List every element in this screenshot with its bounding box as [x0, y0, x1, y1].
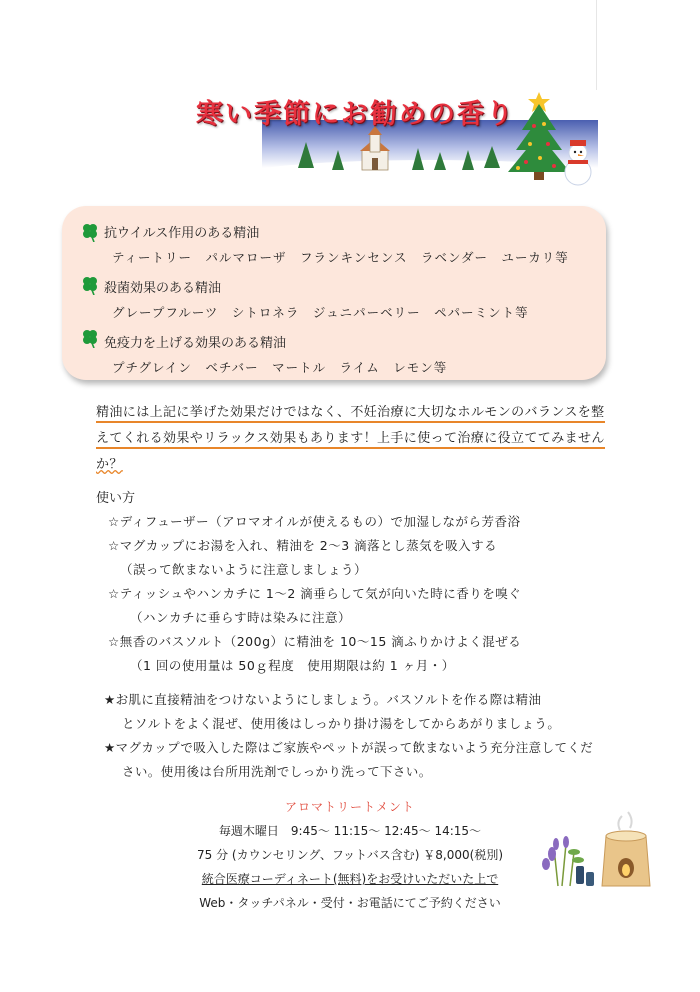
usage-heading: 使い方: [96, 491, 136, 506]
treatment-price: 75 分 (カウンセリング、フットバス含む) ￥8,000(税別): [197, 848, 503, 862]
usage-note: （ハンカチに垂らす時は染みに注意）: [130, 610, 352, 625]
usage-line: ☆ティッシュやハンカチに 1〜2 滴垂らして気が向いた時に香りを嗅ぐ: [108, 586, 522, 601]
clover-icon: [80, 275, 100, 295]
oil-list: ティートリー パルマローザ フランキンセンス ラベンダー ユーカリ等: [112, 250, 569, 265]
oil-list: プチグレイン ベチバー マートル ライム レモン等: [112, 360, 448, 375]
snowman-icon: [560, 138, 596, 186]
usage-line: ☆無香のバスソルト（200g）に精油を 10〜15 滴ふりかけよく混ぜる: [108, 634, 522, 649]
aroma-diffuser-icon: [540, 808, 660, 888]
treatment-schedule: 毎週木曜日 9:45〜 11:15〜 12:45〜 14:15〜: [218, 824, 482, 838]
intro-paragraph: [96, 400, 608, 478]
oil-heading: 免疫力を上げる効果のある精油: [104, 336, 287, 351]
caution-note: とソルトをよく混ぜ、使用後はしっかり掛け湯をしてからあがりましょう。: [122, 716, 561, 731]
essential-oils-panel: [62, 206, 606, 380]
treatment-title: アロマトリートメント: [285, 800, 415, 814]
treatment-reservation: Web・タッチパネル・受付・お電話にてご予約ください: [199, 896, 501, 910]
usage-line: ☆マグカップにお湯を入れ、精油を 2〜3 滴落とし蒸気を吸入する: [108, 538, 498, 553]
intro-line: か？: [96, 457, 123, 472]
usage-line: ☆ディフューザー（アロマオイルが使えるもの）で加湿しながら芳香浴: [108, 514, 521, 529]
page-edge-line: [596, 0, 597, 90]
oil-list: グレープフルーツ シトロネラ ジュニパーベリー ペパーミント等: [112, 305, 529, 320]
page-title: 寒い季節にお勧めの香り: [196, 99, 515, 130]
caution-note: ★お肌に直接精油をつけないようにしましょう。バスソルトを作る際は精油: [104, 692, 542, 707]
clover-icon: [80, 222, 100, 242]
intro-line: えてくれる効果やリラックス効果もあります！上手に使って治療に役立ててみません: [96, 431, 605, 449]
usage-note: （1 回の使用量は 50ｇ程度 使用期限は約 1 ヶ月・）: [130, 658, 455, 673]
oil-heading: 抗ウイルス作用のある精油: [104, 226, 260, 241]
caution-note: さい。使用後は台所用洗剤でしっかり洗って下さい。: [122, 764, 432, 779]
clover-icon: [80, 328, 100, 348]
treatment-condition: 統合医療コーディネート(無料)をお受けいただいた上で: [201, 872, 499, 886]
oil-heading: 殺菌効果のある精油: [104, 281, 222, 296]
intro-line: 精油には上記に挙げた効果だけではなく、不妊治療に大切なホルモンのバランスを整: [96, 405, 605, 423]
caution-note: ★マグカップで吸入した際はご家族やペットが誤って飲まないよう充分注意してくだ: [104, 740, 594, 755]
usage-note: （誤って飲まないように注意しましょう）: [120, 562, 368, 577]
